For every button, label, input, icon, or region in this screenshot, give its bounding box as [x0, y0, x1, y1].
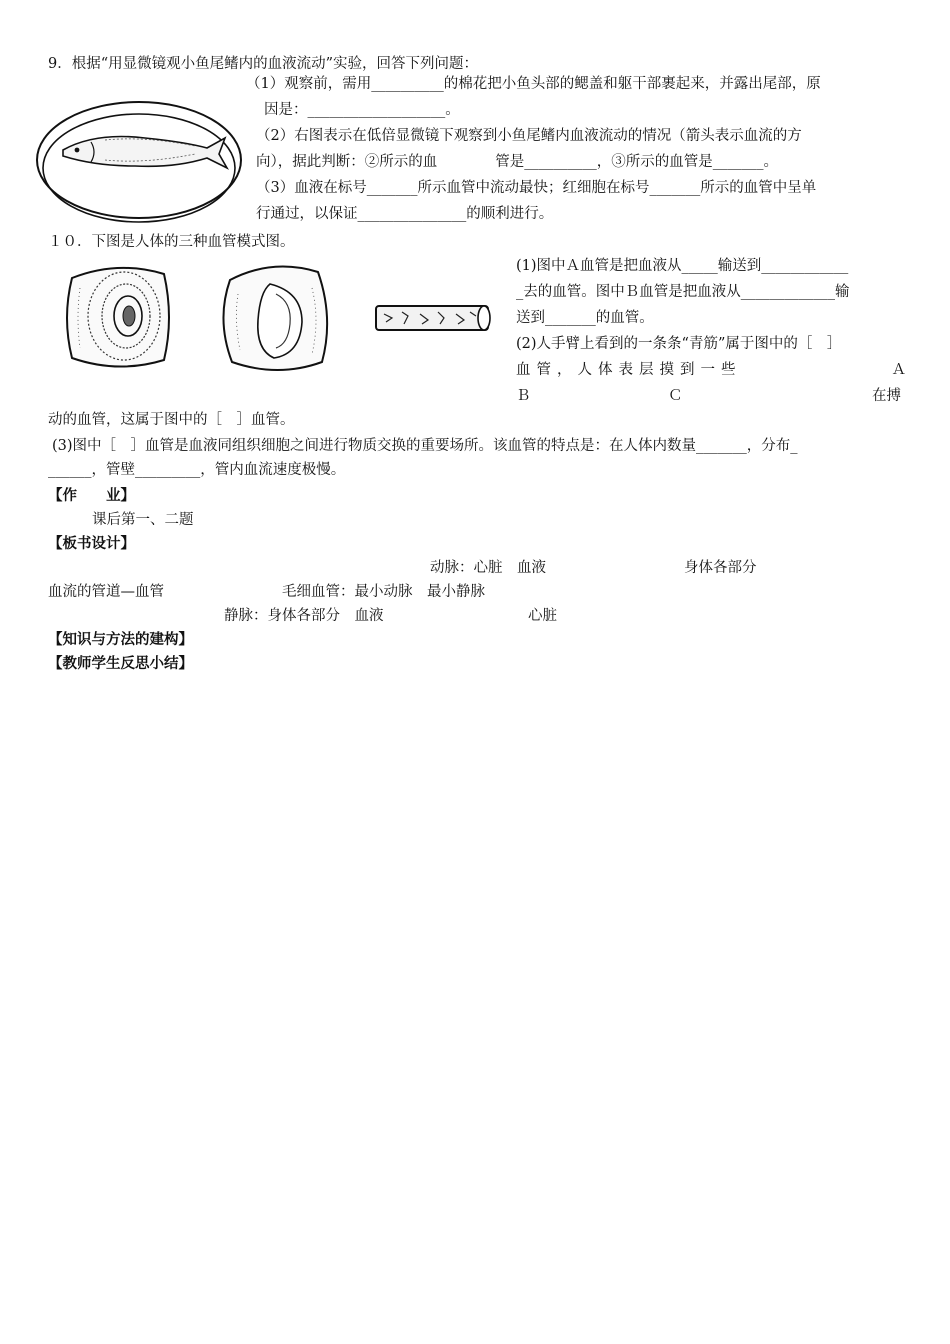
homework-heading: 【作 业】 [48, 487, 135, 504]
label-c: Ｃ [668, 388, 683, 404]
capillary-tube-figure [372, 302, 496, 336]
q10-line-8: (3)图中［ ］血管是血液同组织细胞之间进行物质交换的重要场所。该血管的特点是：在人体内数量_______，分布_ [52, 438, 798, 454]
artery-cross-section-figure [60, 258, 176, 376]
q9-title: 9．根据“用显微镜观小鱼尾鳍内的血液流动”实验，回答下列问题： [48, 56, 479, 72]
q10-right-line-6-end: 在搏 [872, 388, 901, 404]
q9-line-3: （2）右图表示在低倍显微镜下观察到小鱼尾鳍内血液流动的情况（箭头表示血流的方 [256, 128, 802, 144]
q10-line-9: ______，管壁_________，管内血流速度极慢。 [48, 462, 346, 478]
board-main-title: 血流的管道—血管 [48, 584, 164, 600]
reflection-heading: 【教师学生反思小结】 [48, 655, 193, 672]
q10-right-line-2: _去的血管。图中Ｂ血管是把血液从_____________输 [516, 284, 850, 300]
q9-line-4: 向），据此判断：②所示的血 管是__________，③所示的血管是_______。 [256, 154, 778, 170]
board-capillary: 毛细血管：最小动脉 最小静脉 [282, 584, 485, 600]
board-artery: 动脉：心脏 血液 [430, 560, 546, 576]
label-b: Ｂ [516, 388, 531, 404]
q10-title: １０．下图是人体的三种血管模式图。 [48, 234, 295, 250]
q9-line-2: 因是：___________________。 [264, 102, 460, 118]
board-vein: 静脉：身体各部分 血液 [224, 608, 384, 624]
q10-right-line-4: (2)人手臂上看到的一条条“青筋”属于图中的［ ］ [516, 336, 842, 352]
knowledge-heading: 【知识与方法的建构】 [48, 631, 193, 648]
vein-cross-section-figure [216, 258, 336, 380]
board-vein-destination: 心脏 [528, 608, 557, 624]
board-artery-destination: 身体各部分 [684, 560, 757, 576]
q10-line-7: 动的血管，这属于图中的［ ］血管。 [48, 412, 295, 428]
q10-right-line-5: 血管，人体表层摸到一些 [516, 362, 742, 378]
q10-right-line-1: (1)图中Ａ血管是把血液从_____输送到____________ [516, 258, 849, 274]
q9-line-1: （1）观察前，需用__________的棉花把小鱼头部的鳃盖和躯干部裹起来，并露出尾部，原 [246, 76, 821, 92]
q9-line-5: （3）血液在标号_______所示血管中流动最快；红细胞在标号_______所示的血管中呈单 [256, 180, 817, 196]
q10-right-line-3: 送到_______的血管。 [516, 310, 654, 326]
fish-petri-dish-figure [35, 98, 245, 230]
label-a: Ａ [891, 362, 906, 378]
homework-content: 课后第一、二题 [92, 512, 194, 528]
q9-line-6: 行通过，以保证_______________的顺利进行。 [256, 206, 554, 222]
board-heading: 【板书设计】 [48, 535, 135, 552]
